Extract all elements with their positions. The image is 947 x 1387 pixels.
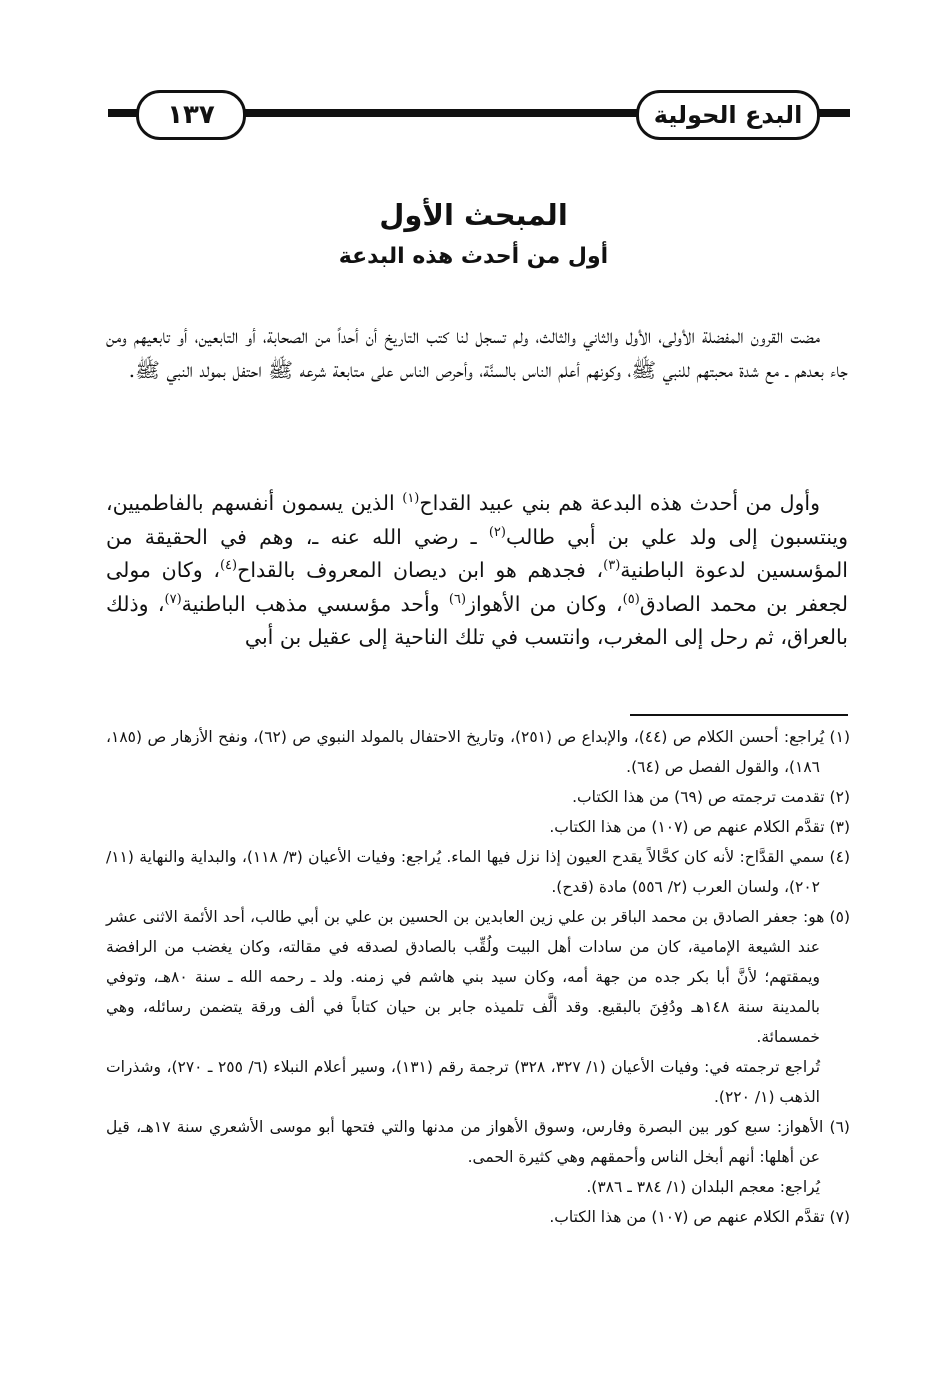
footnote-marker-2: (٢) xyxy=(488,524,506,540)
footnote-1: (١) يُراجع: أحسن الكلام ص (٤٤)، والإبداع ص (٢٥١)، وتاريخ الاحتفال بالمولد النبوي ص (٦٢)، ونفح الأزهار ص (١٨٥، ١٨٦)، والقول الفصل ص (٦٤). xyxy=(106,728,850,776)
footnote-6: (٦) الأهواز: سبع كور بين البصرة وفارس، وسوق الأهواز من مدنها والتي فتحها أبو موسى الأشعري سنة ١٧هـ، قيل عن أهلها: أنهم أبخل الناس وأحمقهم وهي كثيرة الحمى. xyxy=(106,1118,850,1166)
footnote-marker-6: (٦) xyxy=(448,591,467,607)
page-number: ١٣٧ xyxy=(136,90,246,140)
footnote-5-references: تُراجع ترجمته في: وفيات الأعيان (١/ ٣٢٧، ٣٢٨) ترجمة رقم (١٣١)، وسير أعلام النبلاء (٦/ ٢٥٥ ـ ٢٧٠)، وشذرات الذهب (١/ ٢٢٠). xyxy=(106,1058,821,1106)
paragraph-2-text: الذين يسمون أنفسهم بالفاطميين، وينتسبون إلى ولد علي بن أبي طالب xyxy=(106,491,848,549)
section-subtitle: أول من أحدث هذه البدعة xyxy=(338,244,609,269)
footnotes xyxy=(106,722,850,1232)
paragraph-2-text: وأول من أحدث هذه البدعة هم بني عبيد القداح xyxy=(419,491,820,515)
paragraph-2-text: ، فجدهم هو ابن ديصان المعروف بالقداح xyxy=(237,558,604,582)
paragraph-2-text: ، وذلك بالعراق، ثم رحل إلى المغرب، وانتسب في تلك الناحية إلى عقيل بن أبي xyxy=(106,591,848,649)
footnote-7: (٧) تقدَّم الكلام عنهم ص (١٠٧) من هذا الكتاب. xyxy=(549,1208,850,1226)
footnote-3: (٣) تقدَّم الكلام عنهم ص (١٠٧) من هذا الكتاب. xyxy=(549,818,850,836)
running-title: البدع الحولية xyxy=(636,90,820,140)
footnote-marker-3: (٣) xyxy=(603,558,621,574)
paragraph-2-text: وأحد مؤسسي مذهب الباطنية xyxy=(181,591,449,616)
footnote-marker-7: (٧) xyxy=(164,591,182,607)
paragraph-2 xyxy=(106,487,848,655)
paragraph-2-text: ، وكان من الأهواز xyxy=(466,591,623,616)
footnote-6-references: يُراجع: معجم البلدان (١/ ٣٨٤ ـ ٣٨٦). xyxy=(586,1178,820,1196)
footnote-marker-5: (٥) xyxy=(622,591,640,607)
footnote-5: (٥) هو: جعفر الصادق بن محمد الباقر بن علي زين العابدين بن الحسين بن علي بن أبي طالب، أحد الأئمة الاثنى عشر عند الشيعة الإمامية، كان من سادات أهل البيت ولُقِّب بالصادق لصدقه في مقالته، وكان يغضب من الرافضة ويمقتهم؛ لأنَّ أبا بكر جده من جهة أمه، وكان سيد بني هاشم في زمنه. ولد ـ رحمه الله ـ سنة ٨٠هـ، وتوفي بالمدينة سنة ١٤٨هـ ودُفِنَ بالبقيع. وقد ألَّف تلميذه جابر بن حيان كتاباً في ألف ورقة يتضمن رسائله، وهي خمسمائة. xyxy=(106,908,850,1046)
paragraph-2-text: ، وكان مولى لجعفر بن محمد الصادق xyxy=(106,558,848,616)
footnote-divider xyxy=(630,714,848,716)
footnote-marker-1: (١) xyxy=(402,491,420,507)
paragraph-1: مضت القرون المفضلة الأولى، الأول والثاني والثالث، ولم تسجل لنا كتب التاريخ أن أحداً من الصحابة، أو التابعين، أو تابعيهم ومن جاء بعدهم ـ مع شدة محبتهم للنبي ﷺ، وكونهم أعلم الناس بالسنَّة، وأحرص الناس على متابعة شرعه ﷺ احتفل بمولد النبي ﷺ. xyxy=(106,324,848,382)
section-title: المبحث الأول xyxy=(379,198,568,232)
page-header xyxy=(108,82,850,146)
paragraph-2-text: ـ رضي الله عنه ـ، وهم في الحقيقة من المؤسسين لدعوة الباطنية xyxy=(106,524,849,582)
footnote-marker-4: (٤) xyxy=(219,558,238,574)
footnote-4: (٤) سمي القدَّاح: لأنه كان كحَّالاً يقدح العيون إذا نزل فيها الماء. يُراجع: وفيات الأعيان (٣/ ١١٨)، والبداية والنهاية (١١/ ٢٠٢)، ولسان العرب (٢/ ٥٥٦) مادة (قدح). xyxy=(106,848,850,896)
footnote-2: (٢) تقدمت ترجمته ص (٦٩) من هذا الكتاب. xyxy=(572,788,850,806)
